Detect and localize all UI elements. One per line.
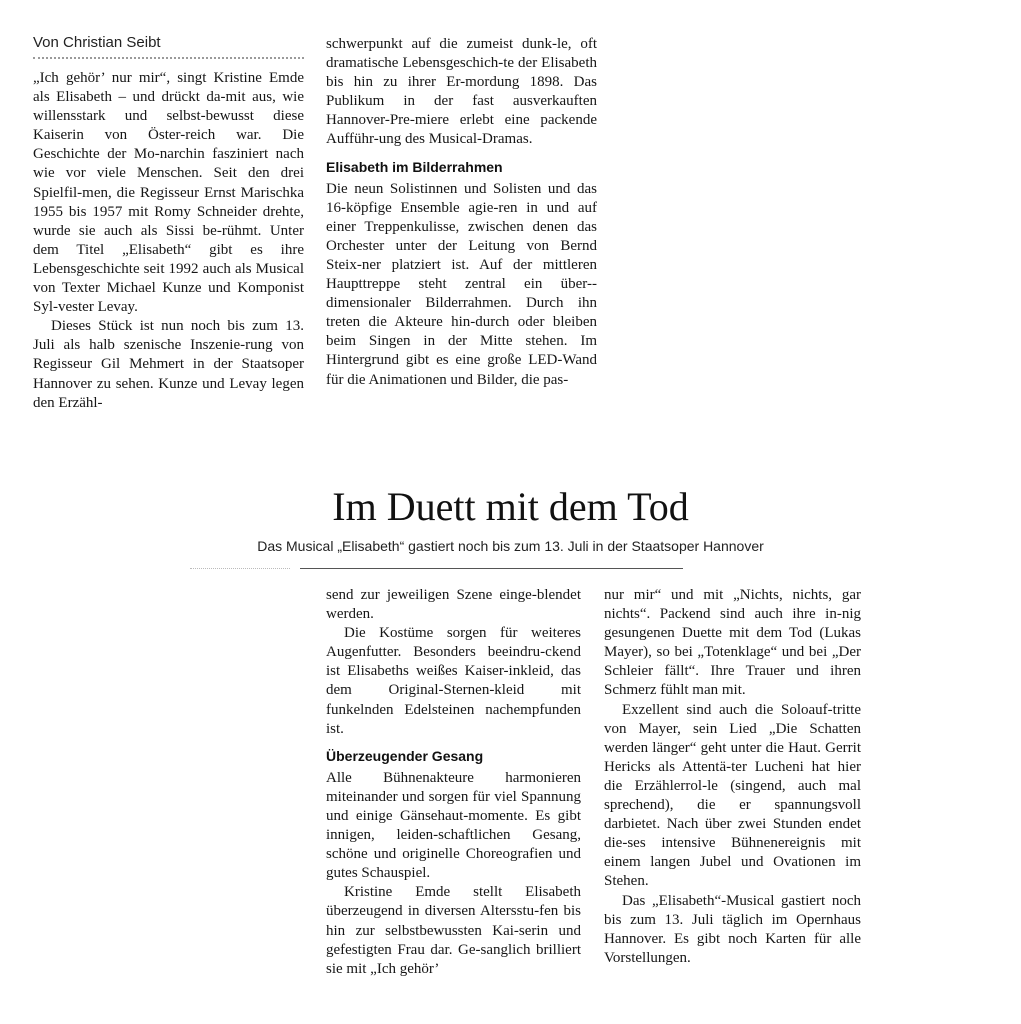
article-column-2: [326, 35, 597, 390]
headline-rule: [300, 568, 683, 569]
paragraph: Kristine Emde stellt Elisabeth überzeugend in diversen Altersstu-fen bis hin zur selbstbewussten Kai-serin und gefestigten Frau dar. Ge-sanglich brilliert sie mit „Ich gehör’: [326, 884, 581, 977]
paragraph: schwerpunkt auf die zumeist dunk-le, oft dramatische Lebensgeschich-te der Elisabeth bis hin zu ihrer Er-mordung 1898. Das Publikum in der fast ausverkauften Hannover-Pre-miere erlebt eine packende Aufführ-ung des Musical-Dramas.: [326, 36, 597, 148]
paragraph: Die neun Solistinnen und Solisten und das 16-köpfige Ensemble agie-ren in und auf einer Treppenkulisse, zwischen denen das Orchester unter der Leitung von Bernd Steix-ner platziert ist. Auf der mittleren Haupttreppe steht zentral ein über-dimensionaler Bilderrahmen. Durch ihn treten die Akteure hin-durch oder bleiben beim Singen in der Mitte stehen. Im Hintergrund gibt es eine große LED-Wand für die Animationen und Bilder, die pas-: [326, 180, 597, 388]
headline-rule-faint: [190, 568, 290, 570]
paragraph: Dieses Stück ist nun noch bis zum 13. Juli als halb szenische Inszenie-rung von Regisseur Gil Mehmert in der Staatsoper Hannover zu sehen. Kunze und Levay legen den Erzähl-: [33, 318, 304, 411]
paragraph: send zur jeweiligen Szene einge-blendet werden.: [326, 587, 581, 623]
headline: Im Duett mit dem Tod: [332, 484, 689, 529]
article-column-3: [326, 586, 581, 979]
paragraph: nur mir“ und mit „Nichts, nichts, gar nichts“. Packend sind auch ihre in-nig gesungenen Duette mit dem Tod (Lukas Mayer), so bei „Totenklage“ und bei „Der Schleier fällt“. Ihre Trauer und ihren Schmerz fühlt man mit.: [604, 587, 861, 699]
paragraph: Das „Elisabeth“-Musical gastiert noch bis zum 13. Juli täglich im Opernhaus Hannover. Es gibt noch Karten für alle Vorstellungen.: [604, 892, 861, 966]
paragraph: Alle Bühnenakteure harmonieren miteinander und sorgen für viel Spannung und einige Gänsehaut-momente. Es gibt innigen, leiden-schaftlichen Gesang, schöne und originelle Choreografien und gutes Schauspiel.: [326, 769, 581, 882]
subheading: Elisabeth im Bilderrahmen: [326, 158, 503, 175]
article-column-4: [604, 586, 861, 968]
subheadline: Das Musical „Elisabeth“ gastiert noch bis zum 13. Juli in der Staatsoper Hannover: [257, 538, 764, 554]
paragraph: Exzellent sind auch die Soloauf-tritte von Mayer, sein Lied „Die Schatten werden länger“ geht unter die Haut. Gerrit Hericks als Attentä-ter Lucheni hat hier die Erzählerrol-le (singend, auch mal sprechend), die er spannungsvoll darbietet. Nach über zwei Stunden endet die-ses intensive Bühnenereignis mit einem langen Jubel und Ovationen im Stehen.: [604, 701, 861, 890]
byline-divider: [33, 55, 304, 59]
paragraph: Die Kostüme sorgen für weiteres Augenfutter. Besonders beeindru-ckend ist Elisabeths weißes Kaiser-inkleid, das dem Original-Sternen-kleid mit funkelnden Edelsteinen nachempfunden ist.: [326, 625, 581, 737]
subheading: Überzeugender Gesang: [326, 747, 484, 764]
article-column-1: [33, 33, 304, 413]
byline: Von Christian Seibt: [33, 34, 161, 51]
paragraph: „Ich gehör’ nur mir“, singt Kristine Emde als Elisabeth – und drückt da-mit aus, wie willensstark und selbst-bewusst diese Kaiserin von Öster-reich war. Die Geschichte der Mo-narchin fasziniert nach wie vor viele Menschen. Seit den drei Spielfil-men, die Regisseur Ernst Marischka 1955 bis 1957 mit Romy Schneider drehte, wurde sie auch als Sissi be-rühmt. Unter dem Titel „Elisabeth“ gibt es ihre Lebensgeschichte seit 1992 auch als Musical von Texter Michael Kunze und Komponist Syl-vester Levay.: [33, 70, 304, 316]
